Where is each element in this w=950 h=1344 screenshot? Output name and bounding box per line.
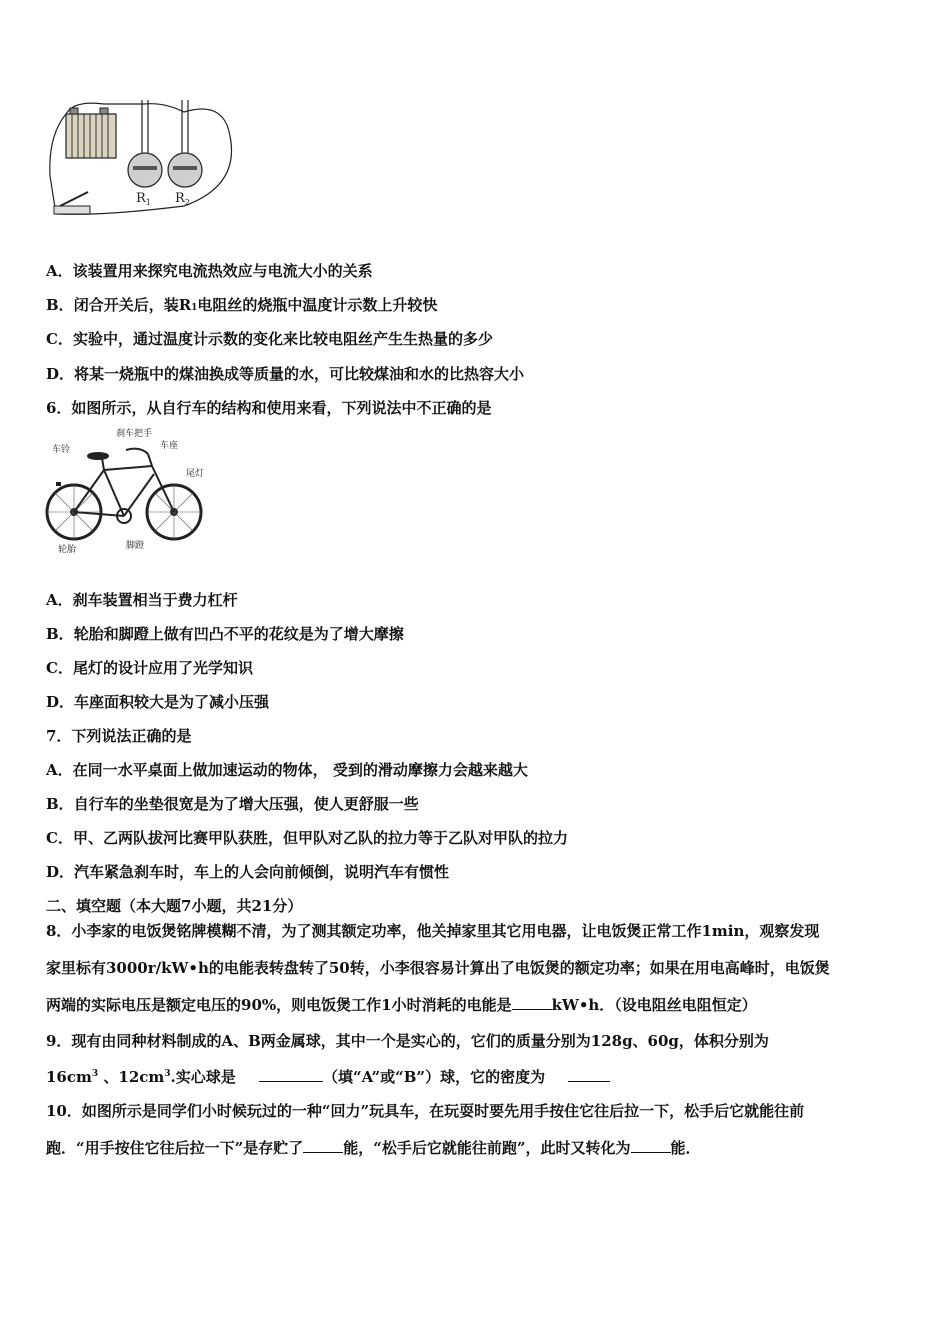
q6-option-c: C．尾灯的设计应用了光学知识 [46, 659, 253, 677]
label-bell: 车铃 [52, 445, 71, 455]
q10-line-1: 10．如图所示是同学们小时候玩过的一种“回力”玩具车，在玩耍时要先用手按住它往后拉一下，松手后它就能往前 [46, 1102, 805, 1120]
q6-stem: 6．如图所示，从自行车的结构和使用来看，下列说法中不正确的是 [46, 399, 492, 417]
label-brake-handle: 刹车把手 [116, 429, 153, 439]
q5-option-a: A．该装置用来探究电流热效应与电流大小的关系 [46, 262, 373, 280]
section-heading-fill-in: 二、填空题（本大题7小题，共21分） [46, 897, 303, 915]
flask-r2-icon [168, 100, 202, 187]
q7-option-b: B．自行车的坐垫很宽是为了增大压强，使人更舒服一些 [46, 795, 419, 813]
q10-stored-energy-blank[interactable] [303, 1138, 343, 1153]
label-tail-light: 尾灯 [186, 469, 205, 479]
battery-icon [66, 108, 116, 158]
q5-option-c: C．实验中，通过温度计示数的变化来比较电阻丝产生生热量的多少 [46, 330, 493, 348]
q7-option-c: C．甲、乙两队拔河比赛甲队获胜，但甲队对乙队的拉力等于乙队对甲队的拉力 [46, 829, 568, 847]
switch-icon [54, 192, 90, 214]
q8-line-2: 家里标有3000r/kW•h的电能表转盘转了50转，小李很容易计算出了电饭煲的额定功率；如果在用电高峰时，电饭煲 [46, 959, 830, 977]
q6-option-b: B．轮胎和脚蹬上做有凹凸不平的花纹是为了增大摩擦 [46, 625, 404, 643]
q10-line-2: 跑．“用手按住它往后拉一下”是存贮了 能，“松手后它就能往前跑”，此时又转化为 能． [46, 1139, 701, 1157]
q7-stem: 7．下列说法正确的是 [46, 727, 192, 745]
label-tire: 轮胎 [58, 545, 77, 555]
label-seat: 车座 [160, 441, 179, 451]
q7-option-a: A．在同一水平桌面上做加速运动的物体， 受到的滑动摩擦力会越来越大 [46, 761, 528, 779]
svg-text:R2: $R_2$ [175, 191, 190, 207]
label-pedal: 脚蹬 [126, 541, 145, 551]
circuit-apparatus-figure [44, 96, 240, 224]
bicycle-figure [44, 426, 212, 556]
q9-line-2: $16cm^3$ 、$12cm^3$.实心球是 （填“A”或“B”）球，它的密度为 [46, 1067, 610, 1087]
q9-density-blank[interactable] [568, 1067, 610, 1082]
q5-option-d: D．将某一烧瓶中的煤油换成等质量的水，可比较煤油和水的比热容大小 [46, 365, 525, 383]
q5-option-b: B．闭合开关后，装R1电阻丝的烧瓶中温度计示数上升较快 [46, 296, 438, 314]
flask-r1-icon [128, 100, 162, 187]
q6-option-d: D．车座面积较大是为了减小压强 [46, 693, 270, 711]
label-r2: R [175, 191, 185, 206]
q8-line-1: 8．小李家的电饭煲铭牌模糊不清，为了测其额定功率，他关掉家里其它用电器，让电饭煲正常工作1min，观察发现 [46, 922, 820, 940]
q8-line-3: 两端的实际电压是额定电压的90%，则电饭煲工作1小时消耗的电能是 kW•h．（设电阻丝电阻恒定） [46, 996, 757, 1014]
q9-line-1: 9．现有由同种材料制成的A、B两金属球，其中一个是实心的，它们的质量分别为128g、60g，体积分别为 [46, 1032, 769, 1050]
q7-option-d: D．汽车紧急刹车时，车上的人会向前倾倒，说明汽车有惯性 [46, 863, 450, 881]
svg-text:R1: $R_1$ [136, 191, 151, 207]
q9-solid-ball-blank[interactable] [259, 1067, 323, 1082]
q8-answer-blank[interactable] [512, 995, 552, 1010]
q10-converted-energy-blank[interactable] [631, 1138, 671, 1153]
q6-option-a: A．刹车装置相当于费力杠杆 [46, 591, 238, 609]
label-r1: R [136, 191, 146, 206]
